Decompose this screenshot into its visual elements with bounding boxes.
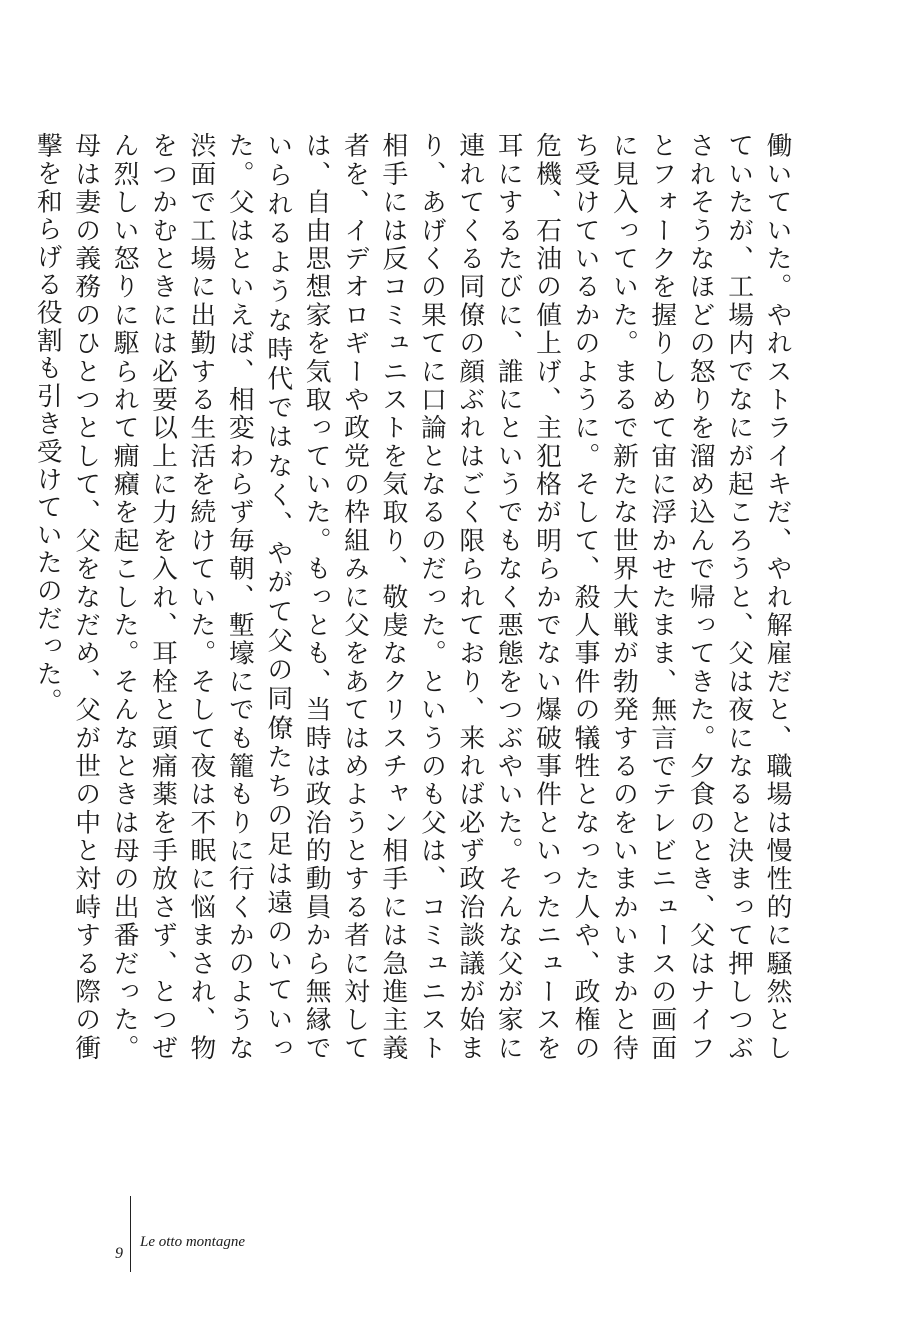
paragraph-break: [0, 132, 28, 1062]
footer-rule: [130, 1196, 131, 1272]
page-number: 9: [115, 1245, 123, 1262]
paragraph-1: 働いていた。やれストライキだ、やれ解雇だと、職場は慢性的に騒然としていたが、工場内でなにが起ころうと、父は夜になると決まって押しつぶされそうなほどの怒りを溜め込んで帰ってきた。夕食のとき、父はナイフとフォークを握りしめて宙に浮かせたまま、無言でテレビニュースの画面に見入っていた。まるで新たな世界大戦が勃発するのをいまかいまかと待ち受けているかのように。そして、殺人事件の犠牲となった人や、政権の危機、石油の値上げ、主犯格が明らかでない爆破事件といったニュースを耳にするたびに、誰にというでもなく悪態をつぶやいた。そんな父が家に連れてくる同僚の顔ぶれはごく限られており、来れば必ず政治談議が始まり、あげくの果てに口論となるのだった。というのも父は、コミュニスト相手には反コミュニストを気取り、敬虔なクリスチャン相手には急進主義者を、イデオロギーや政党の枠組みに父をあてはめようとする者に対しては、自由思想家を気取っていた。もっとも、当時は政治的動員から無縁でいられるような時代ではなく、やがて父の同僚たちの足は遠のいていった。父はといえば、相変わらず毎朝、塹壕にでも籠もりに行くかのような渋面で工場に出勤する生活を続けていた。そして夜は不眠に悩まされ、物をつかむときには必要以上に力を入れ、耳栓と頭痛薬を手放さず、とつぜん烈しい怒りに駆られて癇癪を起こした。そんなときは母の出番だった。母は妻の義務のひとつとして、父をなだめ、父が世の中と対峙する際の衝撃を和らげる役割も引き受けていたのだった。: [32, 132, 792, 1062]
running-title: Le otto montagne: [140, 1234, 245, 1250]
page-footer: [112, 1196, 312, 1276]
vertical-body-text: [0, 132, 796, 1062]
